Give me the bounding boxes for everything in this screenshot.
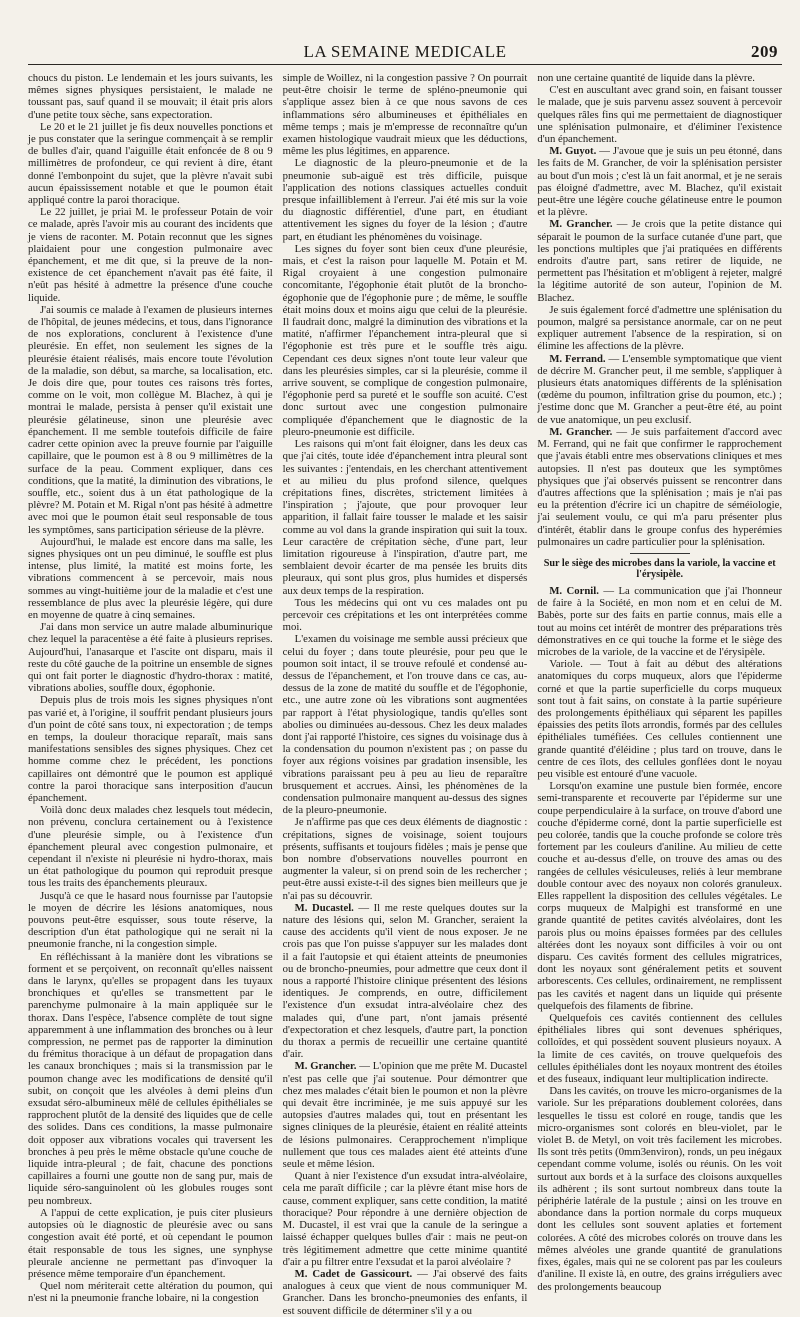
paragraph	[283, 902, 528, 1061]
paragraph-text: Jusqu'à ce que le hasard nous fournisse par l'autopsie le moyen de décrire les lésions anatomiques, nous pouvons peut-être esquisser, sous toute réserve, la description d'un état pathologique qui ne serait ni la pneumonie franche, ni la congestion simple.	[28, 889, 273, 951]
paragraph	[28, 694, 273, 804]
paragraph-text: — La communication que j'ai l'honneur de faire à la Société, en mon nom et en celui de M. Babès, porte sur des faits en partie connus, mais elle a tout au moins cet intérêt de montrer des préparations très démonstratives en ce qui touche la forme et le siège des microbes de la variole, de la vaccine et de l'érysipèle.	[537, 584, 783, 658]
header-rule	[28, 64, 782, 65]
paragraph-text: L'examen du voisinage me semble aussi précieux que celui du foyer ; dans toute pleurésie, pour peu que le poumon soit intact, il se trouve refoulé et condensé au-dessus de l'épanchement, et l'on trouve dans ce cas, au-dessus de la zone de matité du souffle et de l'égophonie, etc., une autre zone où les vibrations sont augmentées par rapport à l'état physiologique, tandis qu'elles sont abolies ou diminuées au-dessous. Chez les deux malades dont j'ai rapporté l'histoire, ces signes du voisinage dus à la condensation du poumon n'existent pas ; on passe du foyer aux régions voisines par gradation insensible, les vibrations paraissant peu à peu au lieu de reparaître brusquement et accrues. Ainsi, les phénomènes de la condensation pulmonaire manquent au-dessus des signes de la pleuro-pneumonie.	[282, 633, 528, 817]
paragraph	[283, 1268, 528, 1317]
paragraph	[28, 1280, 273, 1304]
paragraph	[283, 816, 528, 901]
paragraph-text: — L'opinion que me prête M. Ducastel n'est pas celle que j'ai soutenue. Pour démontrer que chez mes malades c'était bien le poumon et non la plèvre qui devait être incriminée, je me suis appuyé sur les autopsies d'autres malades qui, tout en présentant les signes cliniques de la pleurésie, étaient en réalité atteints de lésions pulmonaires. Cerapprochement n'implique nullement que tous ces malades aient été atteints d'une seule et même lésion.	[282, 1060, 528, 1171]
paragraph-text: Les signes du foyer sont bien ceux d'une pleurésie, mais, et c'est la raison pour laquelle M. Potain et M. Rigal croyaient à une congestion pulmonaire concomitante, l'égophonie était plutôt de la broncho-égophonie que de l'égophonie pure ; de même, le souffle était moins doux et moins aigu que celui de la pleurésie. Il faudrait donc, malgré la diminution des vibrations et la matité, n'affirmer l'épanchement intra-pleural que si l'égophonie est très pure et le souffle très aigu. Cependant ces deux signes n'ont toute leur valeur que dans les pleurésies simples, car si la pleurésie, comme il arrive souvent, se complique de congestion pulmonaire, l'égophonie perd sa pureté et le souffle son acuité. C'est donc surtout avec une congestion pulmonaire compliquée d'épanchement que le diagnostic de la pleuro-pneumonie est difficile.	[282, 242, 528, 438]
paragraph	[28, 804, 273, 889]
paragraph	[537, 426, 782, 548]
paragraph	[537, 585, 782, 658]
paragraph-text: Tous les médecins qui ont vu ces malades ont pu percevoir ces crépitations et les ont interprétées comme moi.	[282, 596, 528, 634]
speaker-name: M. Guyot.	[549, 145, 597, 158]
paragraph	[28, 621, 273, 694]
speaker-name: M. Grancher.	[549, 218, 613, 231]
paragraph-text: Variole. — Tout à fait au début des altérations anatomiques du corps muqueux, alors que l'épiderme corné et que la partie superficielle du corps muqueux sont tout à fait sains, on constate à la partie supérieure des prolongements épithéliaux qui séparent les papilles épaissies des petits îlots arrondis, formés par des cellules épithéliales tuméfiées. Ces cellules contiennent une grande quantité d'éléidine ; plus tard on trouve, dans le centre de ces îlots, des cellules gonflées dont le noyau peu visible est entouré d'une vacuole.	[537, 658, 783, 780]
paragraph-text: Les raisons qui m'ont fait éloigner, dans les deux cas que j'ai cités, toute idée d'épanchement intra pleural sont les suivantes : j'entendais, en les cherchant attentivement et au milieu du plus profond silence, quelques crépitations fines, discrètes, strictement limitées à l'inspiration ; j'ajoute, que pour provoquer leur apparition, il fallait faire tousser le malade et les saisir comme au vol dans la grande inspiration qui suit la toux. Leur caractère de crépitation sèche, d'une part, leur limitation rigoureuse à l'inspiration, d'autre part, me semblaient devoir écarter de ma pensée les bruits dits pleuraux, qui sont plus gros, plus humides et dispersés aux deux temps de la respiration.	[282, 438, 528, 597]
speaker-name: M. Grancher.	[549, 425, 613, 438]
page-header	[28, 42, 782, 62]
paragraph-text: Quel nom mériterait cette altération du poumon, qui n'est ni la pneumonie franche lobaire, ni la congestion	[28, 1280, 273, 1305]
paragraph	[28, 121, 273, 206]
paragraph-text: Le 20 et le 21 juillet je fis deux nouvelles ponctions et je pus constater que la seringue commençait à se remplir de bulles d'air, quand l'aiguille était enfoncée de 8 ou 9 millimètres de profondeur, ce qui revient à dire, étant donné l'embonpoint du sujet, que la plèvre n'avait subi aucun épaississement notable et que le poumon était appliqué contre la paroi thoracique.	[28, 120, 273, 207]
paragraph-text: J'ai dans mon service un autre malade albuminurique chez lequel la paracentèse a été faite à plusieurs reprises. Aujourd'hui, l'anasarque et l'ascite ont disparu, mais il reste du côté gauche de la poitrine un ensemble de signes qui ont fait porter le diagnostic d'hydro-thorax : matité, vibrations abolies, souffle doux, égophonie.	[28, 621, 273, 695]
paragraph	[283, 633, 528, 816]
page-number: 209	[751, 42, 778, 61]
column-1	[28, 72, 273, 1305]
paragraph	[283, 243, 528, 438]
paragraph	[28, 1207, 273, 1280]
paragraph-text: Je n'affirme pas que ces deux éléments de diagnostic : crépitations, signes de voisinage, soient toujours présents, suffisants et toujours fidèles ; mais je pense que bon nombre d'observations nouvelles pourront en augmenter la valeur, si on prend soin de les rechercher ; peut-être aussi existe-t-il des signes bien meilleurs que je n'ai pas su découvrir.	[282, 816, 528, 902]
paragraph-text: — J'ai observé des faits analogues à ceux que vient de nous communiquer M. Grancher. Dans les broncho-pneumonies des enfants, il est souvent difficile de déterminer s'il y a ou	[282, 1267, 528, 1317]
paragraph	[537, 84, 782, 145]
paragraph-text: Quant à nier l'existence d'un exsudat intra-alvéolaire, cela me paraît difficile ; car la plèvre étant mise hors de cause, comment expliquer, sans cette condition, la matité thoracique? Pour répondre à une dernière objection de M. Ducastel, il est vrai que la canule de la seringue a laissé échapper quelques bulles d'air : mais ne peut-on très légitimement admettre que cette minime quantité d'air a pu filtrer entre l'exsudat et la paroi alvéolaire ?	[282, 1170, 528, 1268]
speaker-name: M. Cadet de Gassicourt.	[294, 1267, 413, 1280]
paragraph	[537, 1085, 782, 1292]
paragraph-text: A l'appui de cette explication, je puis citer plusieurs autopsies où le diagnostic de pleurésie avec ou sans congestion avait été porté, et où cependant le poumon était responsable de tous les signes, une synphyse pleurale ancienne ne permettant pas d'invoquer la présence même temporaire d'un épanchement.	[28, 1206, 273, 1280]
section-heading	[537, 553, 782, 581]
paragraph	[283, 1060, 528, 1170]
paragraph	[28, 951, 273, 1207]
speaker-name: M. Ducastel.	[294, 901, 354, 914]
paragraph-text: Aujourd'hui, le malade est encore dans ma salle, les signes physiques ont un peu diminué, le souffle est plus intense, plus limité, la matité est moins forte, les vibrations commencent à se percevoir, mais nous sommes au vingt-huitième jour de la maladie et c'est une ressemblance de plus avec la pleurésie légère, qui dure en moyenne de quatre à cinq semaines.	[28, 535, 273, 621]
column-3	[537, 72, 783, 1293]
paragraph-text: En réfléchissant à la manière dont les vibrations se forment et se perçoivent, on reconnaît qu'elles naissent dans le larynx, qu'elles se propagent dans les tuyaux bronchiques et qu'elles se transmettent par le parenchyme pulmonaire à la main appliquée sur le thorax. Dans l'espèce, l'absence complète de tout signe apparemment à une inflammation des bronches ou à leur compression, ne permet pas de rapporter la diminution du frémitus thoracique à un défaut de propagation dans les canaux bronchiques ; mais si la transmission par le poumon change avec les modifications de densité qu'il subit, on conçoit que les alvéoles à demi pleins d'un exsudat séro-albumineux mêlé de cellules épithéliales se rapprochent plutôt de la densité des liquides que de celle des solides. Dans ces conditions, la masse pulmonaire doit opposer aux vibrations vocales qui traversent les bronches à peu près le même obstacle qu'une couche de liquide intra-pleural ; de fait, chacune des ponctions capillaires a fourni une goutte non de sang pur, mais de liquide séro-sanguinolent où les globules rouges sont peu nombreux.	[28, 950, 273, 1207]
paragraph-text: non une certaine quantité de liquide dans la plèvre.	[537, 72, 755, 84]
paragraph-text: Le 22 juillet, je priai M. le professeur Potain de voir ce malade, après l'avoir mis au courant des incidents que je viens de raconter. M. Potain reconnut que les signes plaidaient pour une congestion pulmonaire avec épanchement, et me dit que, si la preuve de la non-existence de cet épanchement n'avait pas été faite, il n'eût pas hésité à admettre la présence d'une couche liquide.	[28, 206, 273, 304]
paragraph	[537, 353, 782, 426]
paragraph-text: choucs du piston. Le lendemain et les jours suivants, les mêmes signes physiques persistaient, le malade ne toussant pas, sauf quand il se mouvait; il était pris alors d'une petite toux sèche, sans expectoration.	[28, 72, 273, 121]
running-title: LA SEMAINE MEDICALE	[303, 42, 507, 61]
speaker-name: M. Ferrand.	[549, 352, 606, 365]
paragraph-text: Le diagnostic de la pleuro-pneumonie et de la pneumonie sub-aiguë est très difficile, puisque l'application des notions classiques actuelles conduit presque infailliblement à l'erreur. J'ai été mis sur la voie du diagnostic différentiel, d'une part, en étudiant attentivement les signes du foyer de la lésion ; d'autre part, en étudiant les phénomènes du voisinage.	[282, 157, 528, 243]
paragraph	[28, 304, 273, 536]
paragraph-text: Lorsqu'on examine une pustule bien formée, encore semi-transparente et recouverte par l'épiderme sur une coupe perpendiculaire à la surface, on trouve d'abord une couche d'épiderme corné, dont la partie superficielle est peu colorée, tandis que la couche profonde se colore très fortement par les couleurs d'aniline. Au milieu de cette couche et au-dessus d'elle, on trouve des amas ou des rangées de cellules vésiculeuses, reliés à leur membrane double contour avec des noyaux non colorés granuleux. Elles rappellent la disposition des cellules végétales. Le corps muqueux de Malpighi est transformé en une grande quantité de petites cavités alvéolaires, dont les parois plus ou moins épaisses formées par des cellules altérées dont les noyaux sont difficiles à voir ou ont disparu. Ces cavités forment des cellules migratrices, dont les noyaux sont généralement petits et souvent arborescents. Ces cellules, ordinairement, ne remplissent pas les cavités et nagent dans un liquide qui présente quelquefois des filaments de fibrine.	[537, 780, 783, 1012]
paragraph	[28, 206, 273, 304]
paragraph-text: J'ai soumis ce malade à l'examen de plusieurs internes de l'hôpital, de jeunes médecins, et tous, dans l'ignorance de nos explorations, conclurent à l'existence d'une pleurésie. En effet, non seulement les signes de la pleurésie étaient réalisés, mais encore toute l'évolution de la maladie, son début, sa marche, sa localisation, etc. Je dois dire que, pour toutes ces raisons très fortes, comme on le voit, mon collègue M. Blachez, à qui je montrai le malade, persista à penser qu'il existait une pleurésie gélatineuse, sinon une pleurésie avec épanchement. Il me semble toutefois difficile de faire cadrer cette opinion avec la preuve fournie par l'aiguille capillaire, que le poumon est à 8 ou 9 millimètres de la surface de la peau. Comment expliquer, dans ces conditions, que la matité, la diminution des vibrations, le souffle, etc., soient dus à un état pathologique de la plèvre? M. Potain et M. Rigal n'ont pas hésité à admettre avec moi que le poumon était seul responsable de tous les symptômes, sans participation sérieuse de la plèvre.	[28, 303, 273, 536]
paragraph	[537, 304, 782, 353]
paragraph-text: Voilà donc deux malades chez lesquels tout médecin, non prévenu, conclura certainement ou à l'existence d'une pleurésie simple, ou à l'existence d'un épanchement pleural avec congestion pulmonaire, et cependant il n'existe ni pleurésie ni hydro-thorax, mais un état pathologique du poumon qui reproduit presque tous les traits des épanchements pleuraux.	[28, 804, 273, 890]
paragraph-text: — Je crois que la petite distance qui séparait le poumon de la surface cutanée d'une part, que les ponctions multiples que j'ai pratiquées en différents endroits d'autre part, sans retirer de liquide, ne permettent pas l'hésitation et m'obligent à rejeter, malgré la légitime autorité de son auteur, l'opinion de M. Blachez.	[537, 218, 783, 304]
text-columns	[28, 72, 783, 1317]
paragraph-text: C'est en auscultant avec grand soin, en faisant tousser le malade, que je suis parvenu assez souvent à percevoir quelques râles fins qui me permettaient de diagnostiquer une splénisation pulmonaire, et d'éliminer l'existence d'un épanchement.	[537, 84, 783, 146]
paragraph	[283, 1170, 528, 1268]
paragraph	[283, 72, 528, 157]
paragraph	[537, 658, 782, 780]
paragraph	[28, 72, 273, 121]
paragraph-text: Dans les cavités, on trouve les micro-organismes de la variole. Sur les préparations doublement colorées, dans lesquelles le tissu est coloré en rouge, tandis que les micro-organismes sont colorés en bleu-violet, par le violet B. de Metyl, on voit très facilement les microbes. Ils sont très petits (0mm3environ), ronds, un peu inégaux cependant comme volume, isolés ou réunis. On les voit surtout aux bords et à la surface des cloisons auxquelles ils adhèrent ; ils sont surtout nombreux dans toute la périphérie latérale de la pustule ; ainsi on les trouve en abondance dans la portion normale du corps muqueux dont les cellules sont souvent aplaties et fortement colorées. A côté des microbes colorés on trouve dans les mêmes alvéoles une grande quantité de granulations fixes, égales, mais qui ne se colorent pas par les couleurs d'aniline. Il existe là, en outre, des grains irréguliers avec des prolongements beaucoup	[537, 1085, 783, 1293]
paragraph-text: — Je suis parfaitement d'accord avec M. Ferrand, qui ne fait que confirmer le rapprochement que j'avais établi entre mes observations cliniques et mes autopsies. Il n'est pas douteux que les symptômes physiques que j'ai observés puissent se rencontrer dans d'autres affections que la splénisation ; mais je n'ai pas eu la prétention d'écrire ici un chapitre de séméiologie, j'ai seulement voulu, ce qui m'a paru présenter plus d'intérêt, établir dans le groupe confus des hyperémies pulmonaires un cadre particulier pour la splénisation.	[537, 425, 783, 548]
paragraph-text: simple de Woillez, ni la congestion passive ? On pourrait peut-être choisir le terme de spléno-pneumonie qui s'applique assez bien à ce que nous savons de ces inflammations séro albumineuses et épithéliales en même temps ; mais je m'empresse de reconnaître qu'un examen histologique vaudrait mieux que les déductions, même les plus légitimes, en apparence.	[282, 72, 528, 158]
paragraph	[283, 597, 528, 634]
paragraph	[28, 890, 273, 951]
paragraph	[28, 536, 273, 621]
paragraph-text: — Il me reste quelques doutes sur la nature des lésions qui, selon M. Grancher, seraient la cause des accidents qu'il vient de nous exposer. Je ne crois pas que l'on puisse s'appuyer sur les malades dont il a fait l'autopsie et qui étaient atteints de pneumonies ou de broncho-pneumies, pour admettre que ceux dont il nous a rapporté l'histoire clinique présentent des lésions identiques. Je comprends, en outre, difficilement l'existence d'un exsudat intra-alvéolaire chez des malades qui, d'une part, n'ont jamais présenté d'expectoration et chez lesquels, d'autre part, la ponction du thorax a permis de recueillir une certaine quantité d'air.	[282, 901, 528, 1061]
paragraph-text: Quelquefois ces cavités contiennent des cellules épithéliales libres qui sont devenues sphériques, colloïdes, et qui possèdent souvent plusieurs noyaux. A la limite de ces cavités, on trouve quelquefois des cellules épithéliales dont les noyaux montrent des étoiles et des fuseaux, indiquant leur multiplication indirecte.	[537, 1012, 783, 1086]
speaker-name: M. Grancher.	[294, 1060, 357, 1073]
paragraph	[537, 780, 782, 1012]
speaker-name: M. Cornil.	[549, 584, 599, 597]
paragraph	[537, 218, 782, 303]
paragraph	[283, 438, 528, 597]
paragraph-text: Sur le siège des microbes dans la variole, la vaccine et l'érysipèle.	[543, 557, 776, 581]
paragraph	[537, 72, 782, 84]
paragraph-text: — L'ensemble symptomatique que vient de décrire M. Grancher peut, il me semble, s'appliquer à plusieurs états anatomiques différents de la splénisation (œdème du poumon, infiltration grise du poumon, etc.) ; j'estime donc que M. Grancher a peut-être été, au point de vue anatomique, un peu exclusif.	[537, 352, 783, 426]
column-2	[282, 72, 528, 1317]
paragraph	[537, 145, 782, 218]
paragraph-text: Depuis plus de trois mois les signes physiques n'ont pas varié et, à l'origine, il souffrit pendant plusieurs jours d'un point de côté sans toux, ni expectoration ; de temps en temps, la douleur thoracique reparaît, mais sans manifestations sensibles des signes physiques. Chez cet homme comme chez le précédent, les ponctions capillaires ont démontré que le poumon est appliqué contre la paroi thoracique sans interposition d'aucun épanchement.	[28, 694, 273, 804]
paragraph-text: — J'avoue que je suis un peu étonné, dans les faits de M. Grancher, de voir la splénisation persister au bout d'un mois ; c'est là un fait anormal, et je ne serais pas éloigné d'admettre, avec M. Blachez, qu'il existait peut-être une légère couche gélatineuse entre le poumon et la plèvre.	[537, 145, 783, 219]
paragraph	[283, 157, 528, 242]
paragraph-text: Je suis également forcé d'admettre une splénisation du poumon, malgré sa persistance anormale, car on ne peut expliquer autrement l'absence de la respiration, si on élimine les affections de la plèvre.	[537, 303, 783, 353]
paragraph	[537, 1012, 782, 1085]
